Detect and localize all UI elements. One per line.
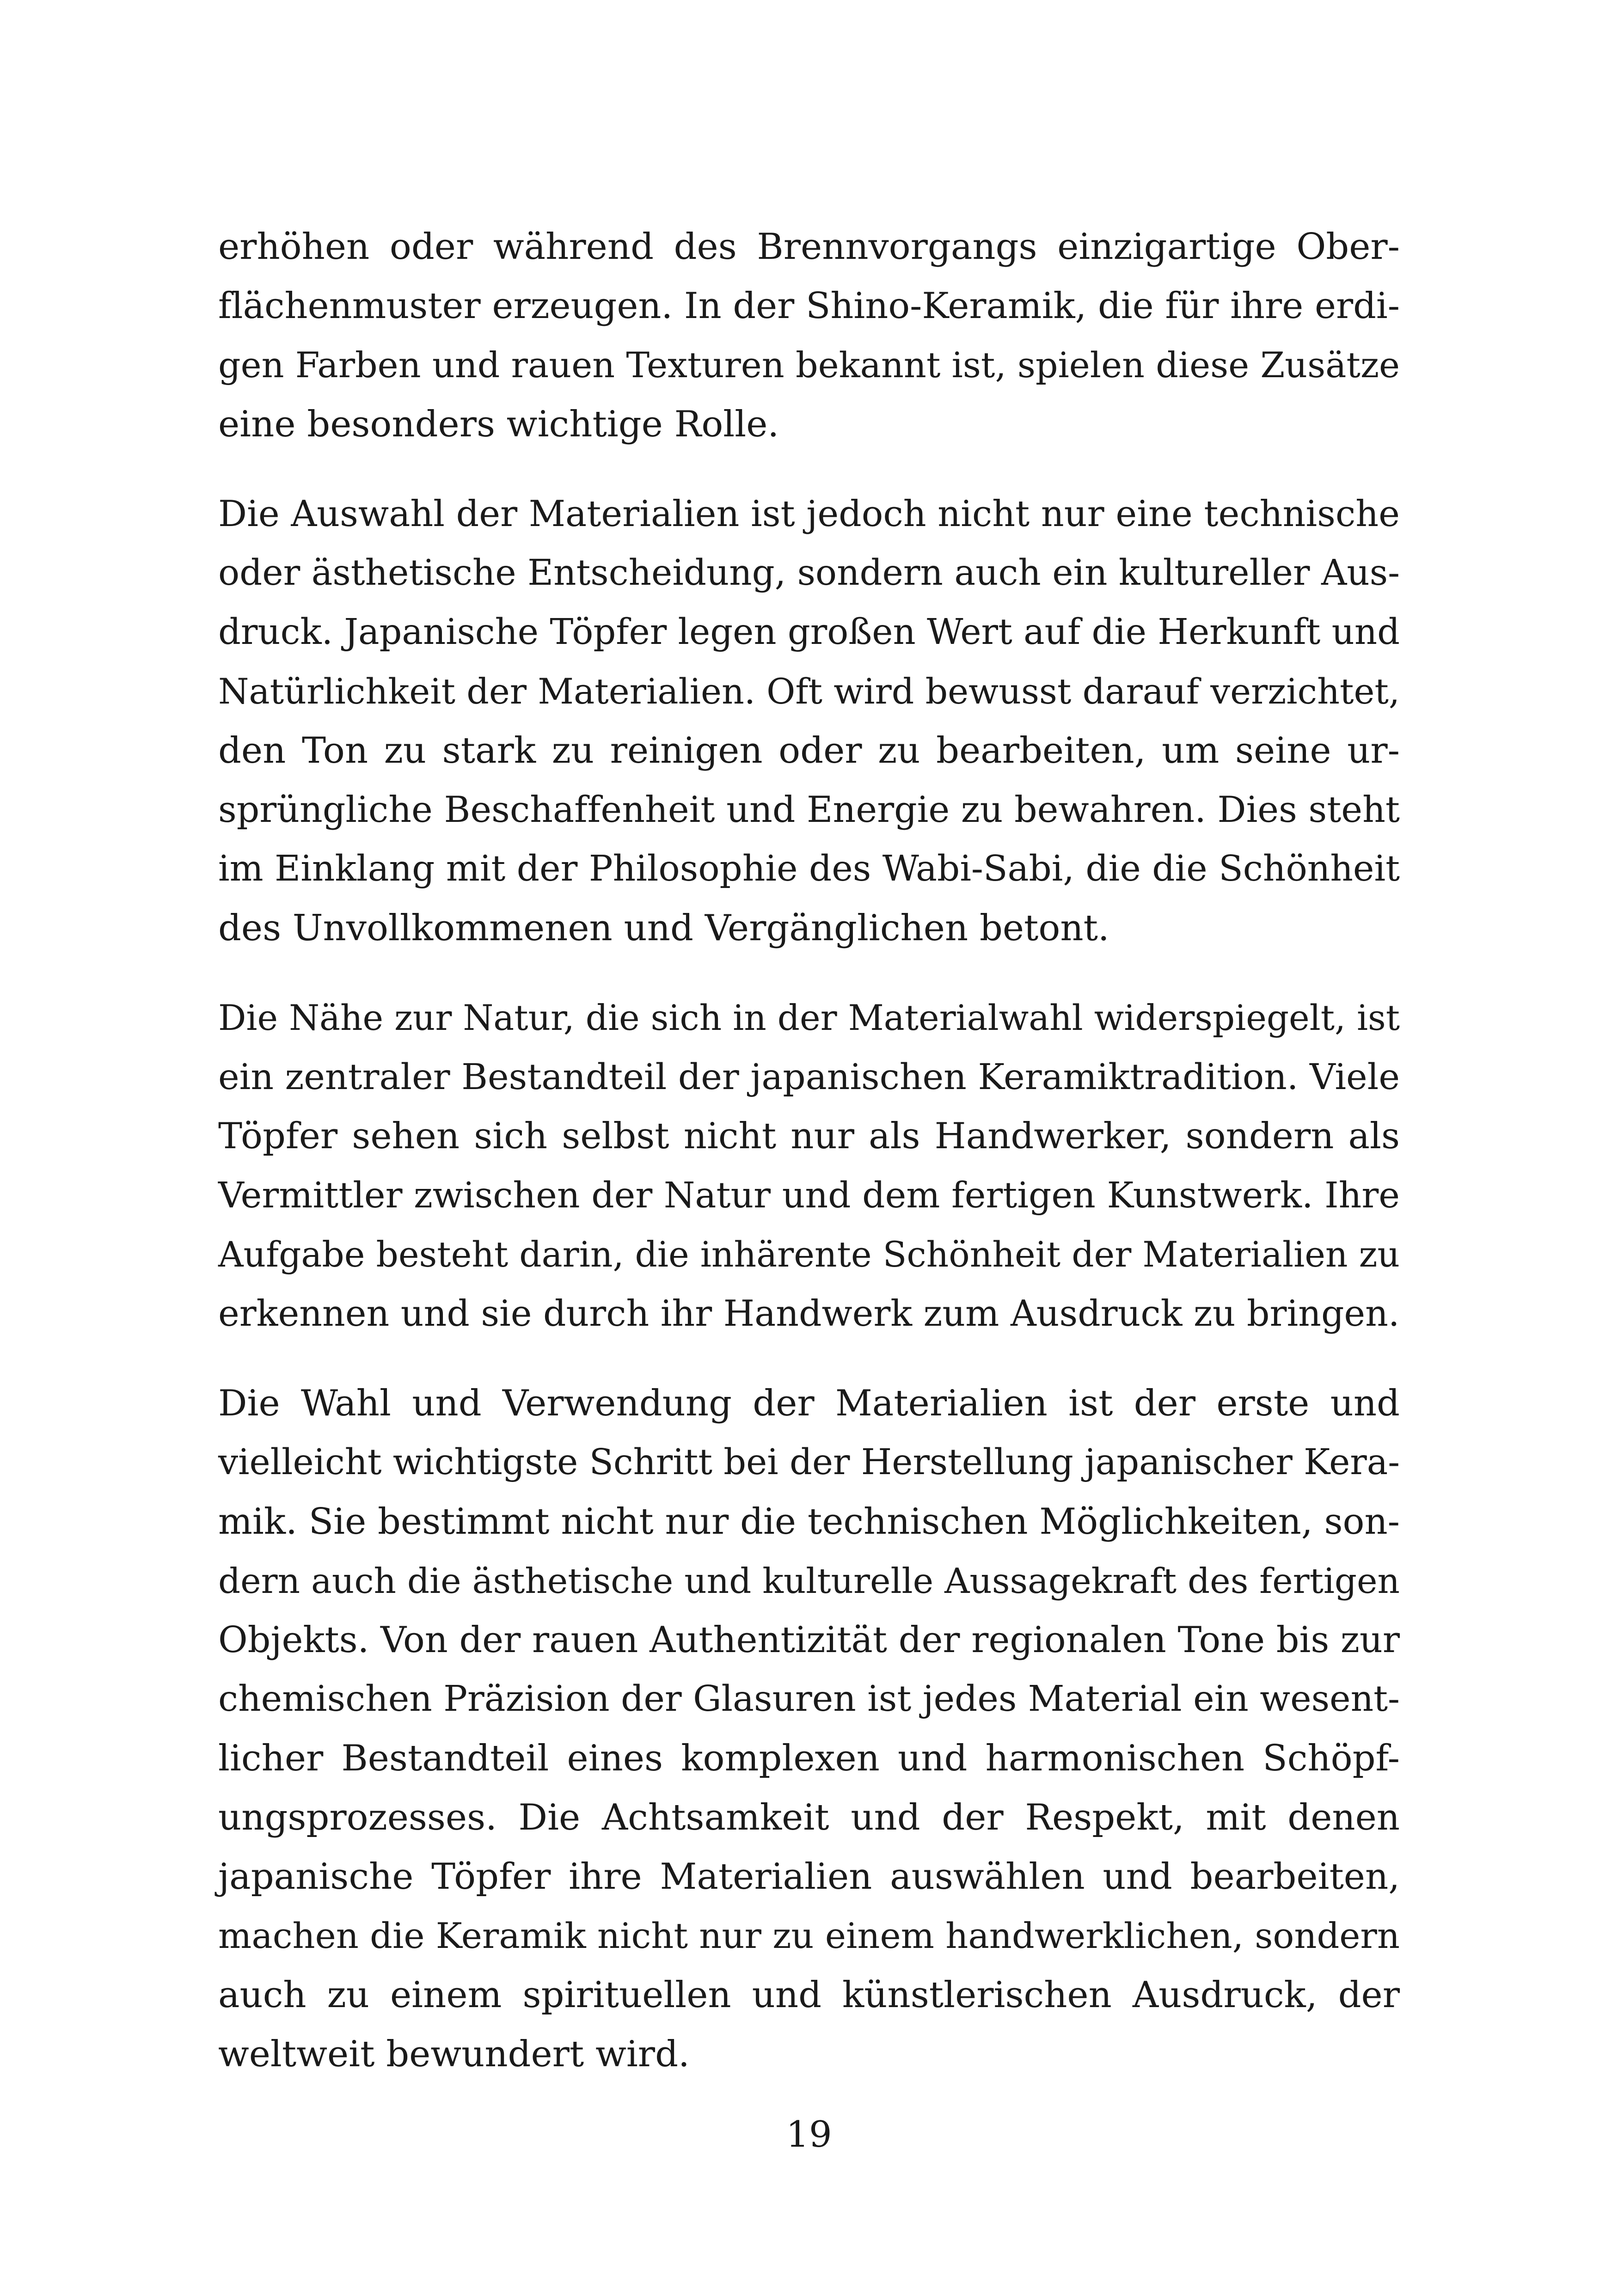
text-line: oder ästhetische Entscheidung, sondern auch ein kultureller Aus- — [218, 552, 1400, 594]
text-line: ungsprozesses. Die Achtsamkeit und der Respekt, mit denen — [218, 1797, 1400, 1838]
text-line: Vermittler zwischen der Natur und dem fertigen Kunstwerk. Ihre — [218, 1175, 1400, 1216]
text-line: Natürlichkeit der Materialien. Oft wird bewusst darauf verzichtet, — [218, 671, 1400, 712]
text-line: gen Farben und rauen Texturen bekannt ist, spielen diese Zusätze — [218, 344, 1400, 386]
text-line: machen die Keramik nicht nur zu einem handwerklichen, sondern — [218, 1915, 1400, 1956]
text-line: chemischen Präzision der Glasuren ist jedes Material ein wesent- — [218, 1678, 1400, 1720]
paragraph-gap — [218, 1343, 1400, 1374]
text-line: eine besonders wichtige Rolle. — [218, 404, 779, 445]
text-line: im Einklang mit der Philosophie des Wabi-Sabi, die die Schönheit — [218, 848, 1400, 889]
text-line: flächenmuster erzeugen. In der Shino-Keramik, die für ihre erdi- — [218, 285, 1400, 327]
text-line: vielleicht wichtigste Schritt bei der Herstellung japanischer Kera- — [218, 1442, 1400, 1483]
page-number: 19 — [786, 2114, 832, 2155]
paragraph — [218, 217, 1400, 454]
paragraph — [218, 1374, 1400, 2084]
text-line: ein zentraler Bestandteil der japanischen Keramiktradition. Viele — [218, 1056, 1400, 1098]
text-line: Objekts. Von der rauen Authentizität der regionalen Tone bis zur — [218, 1619, 1400, 1661]
text-line: Die Auswahl der Materialien ist jedoch nicht nur eine technische — [218, 493, 1400, 535]
text-line: des Unvollkommenen und Vergänglichen betont. — [218, 907, 1109, 949]
text-line: weltweit bewundert wird. — [218, 2033, 690, 2075]
text-line: druck. Japanische Töpfer legen großen Wert auf die Herkunft und — [218, 612, 1400, 653]
paragraph — [218, 988, 1400, 1343]
paragraph-gap — [218, 958, 1400, 988]
text-line: erhöhen oder während des Brennvorgangs einzigartige Ober- — [218, 226, 1400, 268]
text-line: Die Nähe zur Natur, die sich in der Materialwahl widerspiegelt, ist — [218, 998, 1400, 1038]
paragraph — [218, 484, 1400, 958]
text-line: den Ton zu stark zu reinigen oder zu bearbeiten, um seine ur- — [218, 730, 1400, 771]
text-line: Aufgabe besteht darin, die inhärente Schönheit der Materialien zu — [218, 1234, 1400, 1275]
text-line: licher Bestandteil eines komplexen und harmonischen Schöpf- — [218, 1738, 1400, 1779]
text-line: dern auch die ästhetische und kulturelle Aussagekraft des fertigen — [218, 1561, 1400, 1601]
paragraph-gap — [218, 454, 1400, 484]
text-line: sprüngliche Beschaffenheit und Energie zu bewahren. Dies steht — [218, 789, 1400, 831]
text-line: japanische Töpfer ihre Materialien auswählen und bearbeiten, — [218, 1856, 1400, 1898]
text-line: mik. Sie bestimmt nicht nur die technischen Möglichkeiten, son- — [218, 1501, 1400, 1543]
text-line: erkennen und sie durch ihr Handwerk zum Ausdruck zu bringen. — [218, 1293, 1400, 1335]
text-line: auch zu einem spirituellen und künstlerischen Ausdruck, der — [218, 1974, 1400, 2016]
text-line: Töpfer sehen sich selbst nicht nur als Handwerker, sondern als — [218, 1115, 1400, 1157]
text-line: Die Wahl und Verwendung der Materialien ist der erste und — [218, 1383, 1400, 1424]
body-text — [218, 217, 1400, 2084]
